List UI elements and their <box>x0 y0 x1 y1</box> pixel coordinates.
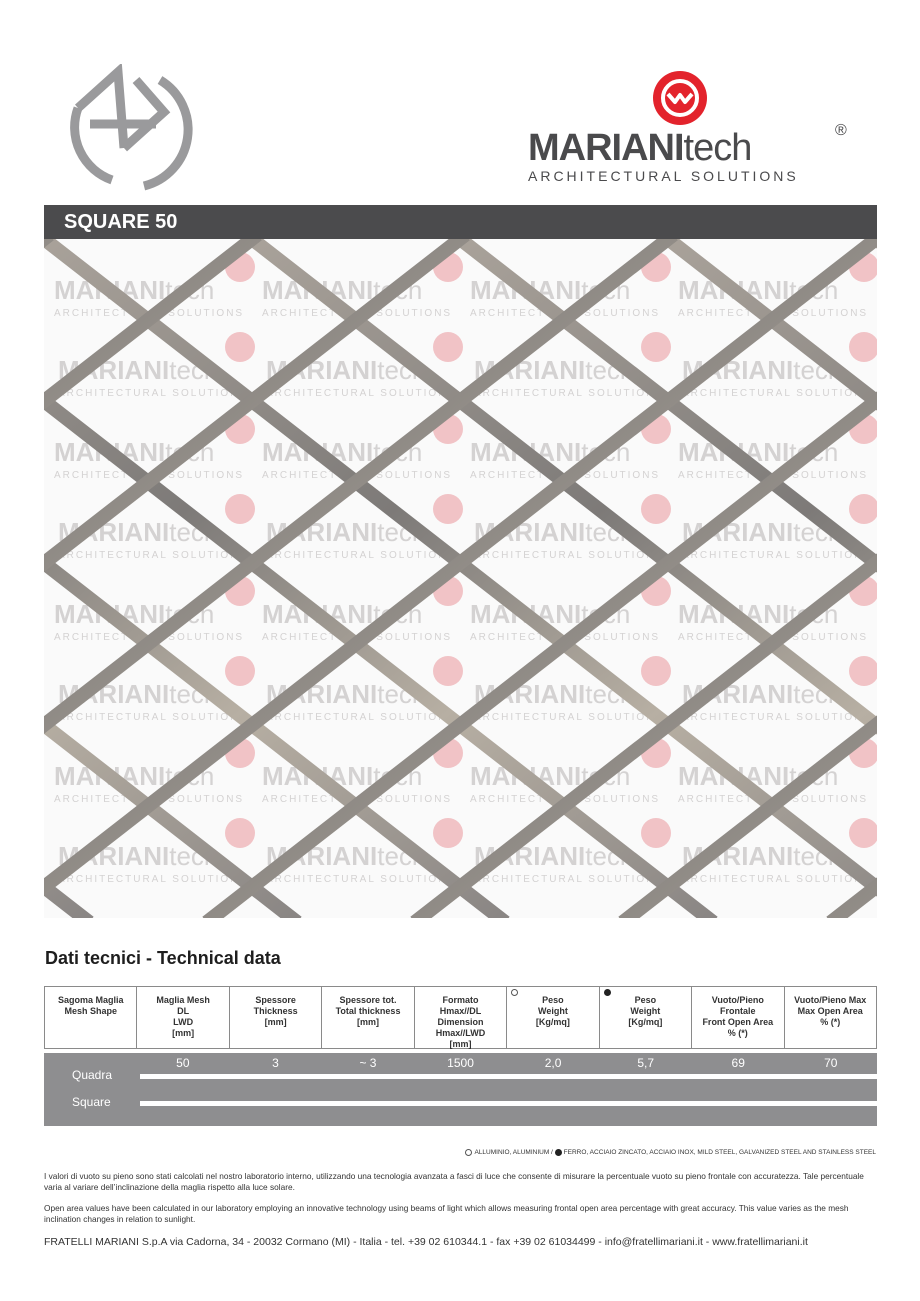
watermark-tagline: ARCHITECTURAL SOLUTIONS <box>262 308 453 319</box>
technical-table-header <box>44 986 877 1049</box>
cell-weight-steel: 5,7 <box>637 1056 654 1070</box>
watermark-tagline: ARCHITECTURAL SOLUTIONS <box>266 388 457 399</box>
watermark-brand: MARIANItech <box>470 275 631 305</box>
watermark-brand: MARIANItech <box>262 761 423 791</box>
watermark-tagline: ARCHITECTURAL SOLUTIONS <box>678 632 869 643</box>
watermark-m-icon <box>225 656 255 686</box>
legend-aluminium: ALLUMINIO, ALUMINIUM / <box>474 1149 553 1156</box>
watermark-brand: MARIANItech <box>682 679 843 709</box>
watermark-brand: MARIANItech <box>682 355 843 385</box>
watermark-tagline: ARCHITECTURAL SOLUTIONS <box>266 874 457 885</box>
watermark-tagline: ARCHITECTURAL SOLUTIONS <box>682 550 873 561</box>
watermark-tagline: ARCHITECTURAL SOLUTIONS <box>54 632 245 643</box>
watermark-brand: MARIANItech <box>266 841 427 871</box>
registered-mark: ® <box>835 122 847 139</box>
table-divider <box>140 1101 877 1106</box>
watermark-m-icon <box>641 818 671 848</box>
table-values <box>44 1053 877 1073</box>
watermark-tagline: ARCHITECTURAL SOLUTIONS <box>58 550 249 561</box>
watermark-tagline: ARCHITECTURAL SOLUTIONS <box>58 388 249 399</box>
watermark-tagline: ARCHITECTURAL SOLUTIONS <box>474 874 665 885</box>
watermark-brand: MARIANItech <box>54 761 215 791</box>
watermark-brand: MARIANItech <box>54 437 215 467</box>
watermark-brand: MARIANItech <box>474 355 635 385</box>
watermark-tagline: ARCHITECTURAL SOLUTIONS <box>470 308 661 319</box>
technical-table-row <box>44 1053 877 1126</box>
watermark-brand: MARIANItech <box>262 599 423 629</box>
watermark-brand: MARIANItech <box>54 275 215 305</box>
watermark-tagline: ARCHITECTURAL SOLUTIONS <box>470 470 661 481</box>
watermark-brand: MARIANItech <box>678 599 839 629</box>
watermark-tagline: ARCHITECTURAL SOLUTIONS <box>470 632 661 643</box>
filled-circle-icon <box>555 1149 562 1156</box>
watermark-m-icon <box>433 332 463 362</box>
brand-logo <box>525 70 855 185</box>
watermark-tagline: ARCHITECTURAL SOLUTIONS <box>54 308 245 319</box>
cell-front-open-area: 69 <box>731 1056 745 1070</box>
mesh-photo <box>44 239 877 918</box>
watermark-brand: MARIANItech <box>678 761 839 791</box>
col-mesh-shape: Sagoma Maglia Mesh Shape <box>45 987 137 1048</box>
cell-total-thickness: ~ 3 <box>359 1056 377 1070</box>
watermark-m-icon <box>225 332 255 362</box>
watermark-brand: MARIANItech <box>262 275 423 305</box>
col-dimension: Formato Hmax//DL Dimension Hmax//LWD [mm] <box>415 987 507 1048</box>
shape-label-it: Quadra <box>72 1068 113 1082</box>
brand-tagline: ARCHITECTURAL SOLUTIONS <box>528 168 799 184</box>
watermark-brand: MARIANItech <box>58 355 219 385</box>
watermark-tagline: ARCHITECTURAL SOLUTIONS <box>58 712 249 723</box>
cell-weight-aluminium: 2,0 <box>544 1056 562 1070</box>
watermark-tagline: ARCHITECTURAL SOLUTIONS <box>474 388 665 399</box>
material-legend <box>465 1149 876 1156</box>
watermark-m-icon <box>849 332 877 362</box>
empty-circle-icon <box>511 989 518 996</box>
watermark-tagline: ARCHITECTURAL SOLUTIONS <box>54 794 245 805</box>
watermark-tagline: ARCHITECTURAL SOLUTIONS <box>682 388 873 399</box>
watermark-tagline: ARCHITECTURAL SOLUTIONS <box>58 874 249 885</box>
technical-data-heading: Dati tecnici - Technical data <box>45 948 281 968</box>
cell-max-open-area: 70 <box>824 1056 838 1070</box>
note-english: Open area values have been calculated in our laboratory employing an innovative technology using beams of light which allows measuring frontal open area percentage with great accuracy. This value varies as the mesh inclination changes in relation to sunlight. <box>44 1203 849 1224</box>
cell-mesh-size: 50 <box>176 1056 190 1070</box>
cell-dimension: 1500 <box>447 1056 474 1070</box>
watermark-tagline: ARCHITECTURAL SOLUTIONS <box>262 632 453 643</box>
watermark-tagline: ARCHITECTURAL SOLUTIONS <box>266 712 457 723</box>
col-front-open-area: Vuoto/Pieno Frontale Front Open Area % (*) <box>692 987 784 1048</box>
filled-circle-icon <box>604 989 611 996</box>
empty-circle-icon <box>465 1149 472 1156</box>
watermark-m-icon <box>641 656 671 686</box>
watermark-m-icon <box>849 494 877 524</box>
watermark-tagline: ARCHITECTURAL SOLUTIONS <box>266 550 457 561</box>
watermark-tagline: ARCHITECTURAL SOLUTIONS <box>682 712 873 723</box>
watermark-brand: MARIANItech <box>266 355 427 385</box>
watermark-brand: MARIANItech <box>58 841 219 871</box>
watermark-m-icon <box>433 494 463 524</box>
company-footer: FRATELLI MARIANI S.p.A via Cadorna, 34 - 20032 Cormano (MI) - Italia - tel. +39 02 610344.1 - fax +39 02 61034499 - info@fratellimariani.it - www.fratellimariani.it <box>44 1236 808 1248</box>
watermark-brand: MARIANItech <box>262 437 423 467</box>
watermark-brand: MARIANItech <box>266 679 427 709</box>
col-total-thickness: Spessore tot. Total thickness [mm] <box>322 987 414 1048</box>
watermark-m-icon <box>641 332 671 362</box>
watermark-tagline: ARCHITECTURAL SOLUTIONS <box>474 712 665 723</box>
note-italian: I valori di vuoto su pieno sono stati calcolati nel nostro laboratorio interno, utilizzando una tecnologia avanzata a fasci di luce che consente di misurare la percentuale vuoto su pieno frontale con accuratezza. Tale percentuale varia al variare dell’inclinazione della maglia rispetto alla luce solare. <box>44 1171 864 1192</box>
watermark-tagline: ARCHITECTURAL SOLUTIONS <box>262 470 453 481</box>
watermark-brand: MARIANItech <box>678 437 839 467</box>
watermark-brand: MARIANItech <box>266 517 427 547</box>
watermark-m-icon <box>849 656 877 686</box>
watermark-tagline: ARCHITECTURAL SOLUTIONS <box>678 794 869 805</box>
cell-thickness: 3 <box>272 1056 279 1070</box>
brand-name: MARIANItech <box>528 127 752 169</box>
watermark-brand: MARIANItech <box>474 517 635 547</box>
watermark-tagline: ARCHITECTURAL SOLUTIONS <box>682 874 873 885</box>
expanded-metal-mesh-image <box>44 239 877 918</box>
watermark-m-icon <box>433 656 463 686</box>
watermark-brand: MARIANItech <box>474 841 635 871</box>
watermark-m-icon <box>849 818 877 848</box>
watermark-tagline: ARCHITECTURAL SOLUTIONS <box>678 470 869 481</box>
shape-label-en: Square <box>72 1095 111 1109</box>
legend-steel: FERRO, ACCIAIO ZINCATO, ACCIAIO INOX, MILD STEEL, GALVANIZED STEEL AND STAINLESS STEEL <box>563 1149 876 1156</box>
col-max-open-area: Vuoto/Pieno Max Max Open Area % (*) <box>794 995 867 1027</box>
col-weight-aluminium: Peso Weight [Kg/mq] <box>507 987 599 1048</box>
watermark-brand: MARIANItech <box>470 761 631 791</box>
mariani-m-icon <box>652 70 708 126</box>
watermark-tagline: ARCHITECTURAL SOLUTIONS <box>470 794 661 805</box>
watermark-brand: MARIANItech <box>682 517 843 547</box>
watermark-brand: MARIANItech <box>58 679 219 709</box>
col-weight-steel: Peso Weight [Kg/mq] <box>600 987 692 1048</box>
watermark-m-icon <box>225 818 255 848</box>
watermark-tagline: ARCHITECTURAL SOLUTIONS <box>678 308 869 319</box>
watermark-brand: MARIANItech <box>678 275 839 305</box>
col-thickness: Spessore Thickness [mm] <box>230 987 322 1048</box>
watermark-tagline: ARCHITECTURAL SOLUTIONS <box>474 550 665 561</box>
product-title: SQUARE 50 <box>64 211 178 233</box>
watermark-brand: MARIANItech <box>474 679 635 709</box>
watermark-tagline: ARCHITECTURAL SOLUTIONS <box>262 794 453 805</box>
col-mesh-size: Maglia Mesh DL LWD [mm] <box>137 987 229 1048</box>
watermark-tagline: ARCHITECTURAL SOLUTIONS <box>54 470 245 481</box>
watermark-brand: MARIANItech <box>470 437 631 467</box>
watermark-m-icon <box>641 494 671 524</box>
watermark-m-icon <box>225 494 255 524</box>
am-monogram-icon <box>60 64 205 194</box>
watermark-m-icon <box>433 818 463 848</box>
watermark-brand: MARIANItech <box>470 599 631 629</box>
watermark-brand: MARIANItech <box>58 517 219 547</box>
watermark-brand: MARIANItech <box>682 841 843 871</box>
product-title-bar <box>44 205 877 239</box>
table-divider <box>140 1074 877 1079</box>
watermark-brand: MARIANItech <box>54 599 215 629</box>
